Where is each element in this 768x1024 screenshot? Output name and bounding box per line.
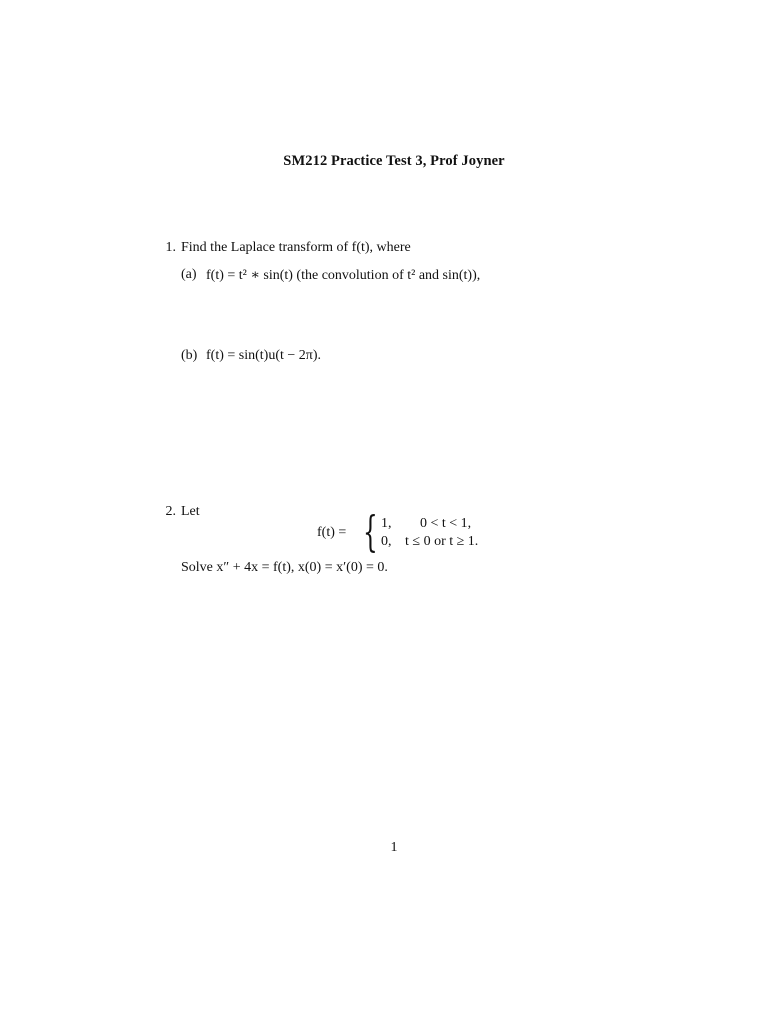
left-brace-icon: { xyxy=(363,507,378,556)
page-number: 1 xyxy=(390,840,398,855)
piecewise-case-1-value: 1, xyxy=(381,516,392,531)
problem-1b-text: f(t) = sin(t)u(t − 2π). xyxy=(206,348,322,363)
problem-1a-label: (a) xyxy=(181,267,197,282)
problem-2-number: 2. xyxy=(165,504,176,519)
problem-1-number: 1. xyxy=(165,240,176,255)
piecewise-case-1-condition: 0 < t < 1, xyxy=(420,516,472,531)
problem-1-intro: Find the Laplace transform of f(t), where xyxy=(181,240,411,255)
problem-2-task: Solve x″ + 4x = f(t), x(0) = x′(0) = 0. xyxy=(181,560,388,575)
problem-1a-text: f(t) = t² ∗ sin(t) (the convolution of t² and sin(t)), xyxy=(206,268,481,283)
piecewise-lhs: f(t) = xyxy=(317,525,347,540)
problem-1b-label: (b) xyxy=(181,348,198,363)
page-title: SM212 Practice Test 3, Prof Joyner xyxy=(283,153,505,169)
piecewise-case-2-condition: t ≤ 0 or t ≥ 1. xyxy=(405,534,479,549)
problem-2-intro: Let xyxy=(181,504,200,519)
piecewise-case-2-value: 0, xyxy=(381,534,392,549)
